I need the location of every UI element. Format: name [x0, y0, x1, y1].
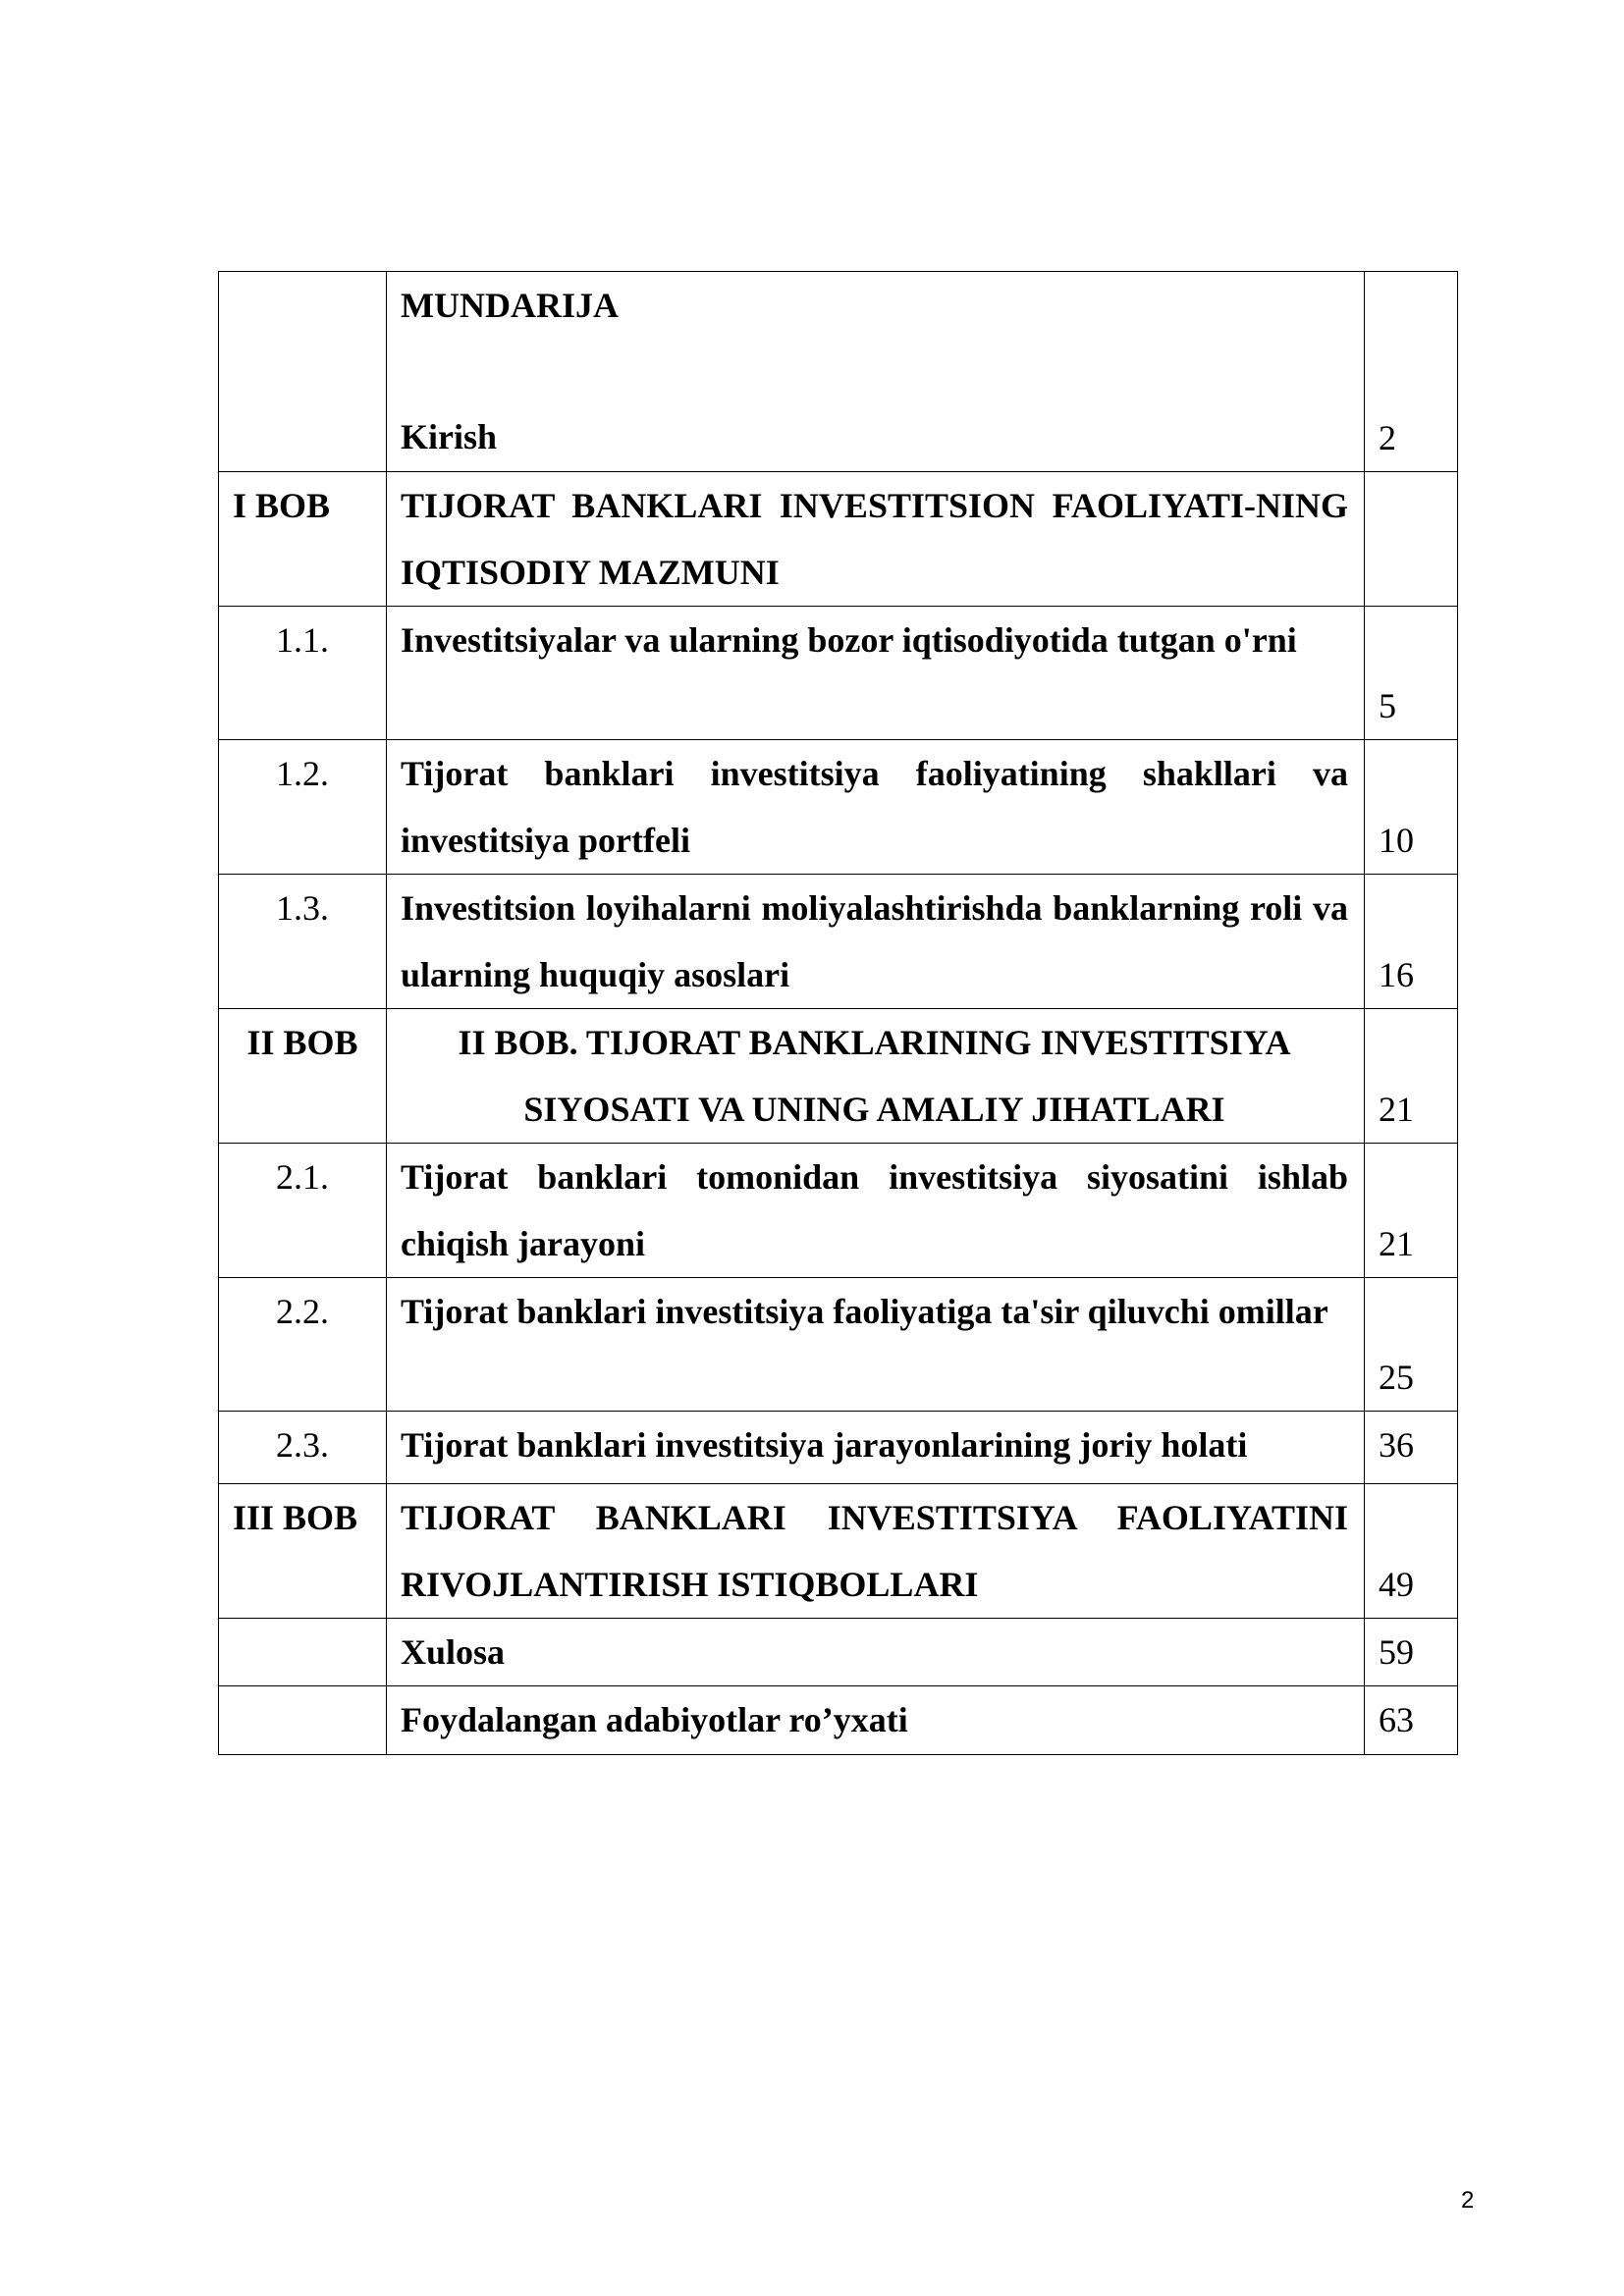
- toc-chapter-number: II BOB: [219, 1009, 387, 1144]
- toc-page-number: 10: [1365, 740, 1458, 875]
- toc-page-number: 2: [1365, 272, 1458, 472]
- toc-row: [219, 1144, 1458, 1278]
- toc-row: [219, 740, 1458, 875]
- toc-row: [219, 472, 1458, 607]
- toc-entry-title[interactable]: Tijorat banklari investitsiya jarayonlarining joriy holati: [387, 1412, 1365, 1484]
- toc-entry-title[interactable]: TIJORAT BANKLARI INVESTITSIYA FAOLIYATINI RIVOJLANTIRISH ISTIQBOLLARI: [387, 1484, 1365, 1619]
- toc-entry-kirish[interactable]: Kirish: [401, 417, 498, 456]
- toc-number-cell: [219, 272, 387, 472]
- toc-entry-title[interactable]: Foydalangan adabiyotlar ro’yxati: [387, 1686, 1365, 1755]
- toc-row: [219, 1686, 1458, 1755]
- page-number: 2: [1461, 2187, 1475, 2214]
- toc-page-number: 5: [1365, 607, 1458, 740]
- toc-section-number: 1.2.: [219, 740, 387, 875]
- toc-header-row: [219, 272, 1458, 472]
- toc-entry-title[interactable]: Tijorat banklari investitsiya faoliyatiga ta'sir qiluvchi omillar: [387, 1278, 1365, 1412]
- toc-entry-title[interactable]: Tijorat banklari investitsiya faoliyatining shakllari va investitsiya portfeli: [387, 740, 1365, 875]
- toc-entry-title[interactable]: TIJORAT BANKLARI INVESTITSION FAOLIYATI-NING IQTISODIY MAZMUNI: [387, 472, 1365, 607]
- toc-section-number: 1.3.: [219, 875, 387, 1009]
- toc-row: [219, 1009, 1458, 1144]
- toc-page-number: 36: [1365, 1412, 1458, 1484]
- toc-page-number: 63: [1365, 1686, 1458, 1755]
- toc-chapter-number: III BOB: [219, 1484, 387, 1619]
- toc-page-number: 25: [1365, 1278, 1458, 1412]
- table-of-contents: [218, 271, 1458, 1755]
- toc-row: [219, 1278, 1458, 1412]
- toc-page-number: 49: [1365, 1484, 1458, 1619]
- toc-entry-title[interactable]: Xulosa: [387, 1619, 1365, 1686]
- toc-entry-title[interactable]: Tijorat banklari tomonidan investitsiya siyosatini ishlab chiqish jarayoni: [387, 1144, 1365, 1278]
- toc-section-number: 1.1.: [219, 607, 387, 740]
- toc-row: [219, 607, 1458, 740]
- toc-entry-title[interactable]: Investitsiyalar va ularning bozor iqtisodiyotida tutgan o'rni: [387, 607, 1365, 740]
- toc-page-number: 59: [1365, 1619, 1458, 1686]
- toc-heading: MUNDARIJA: [401, 286, 619, 325]
- toc-page-number: 21: [1365, 1144, 1458, 1278]
- toc-row: [219, 1412, 1458, 1484]
- toc-row: [219, 1484, 1458, 1619]
- toc-section-number: [219, 1619, 387, 1686]
- toc-section-number: 2.3.: [219, 1412, 387, 1484]
- toc-section-number: 2.1.: [219, 1144, 387, 1278]
- toc-row: [219, 875, 1458, 1009]
- toc-chapter-number: I BOB: [219, 472, 387, 607]
- toc-row: [219, 1619, 1458, 1686]
- toc-section-number: [219, 1686, 387, 1755]
- toc-page-number: 16: [1365, 875, 1458, 1009]
- toc-page-number: 21: [1365, 1009, 1458, 1144]
- toc-entry-title[interactable]: II BOB. TIJORAT BANKLARINING INVESTITSIYA SIYOSATI VA UNING AMALIY JIHATLARI: [387, 1009, 1365, 1144]
- toc-entry-title[interactable]: Investitsion loyihalarni moliyalashtirishda banklarning roli va ularning huquqiy asoslari: [387, 875, 1365, 1009]
- toc-section-number: 2.2.: [219, 1278, 387, 1412]
- toc-title-cell: [387, 272, 1365, 472]
- toc-page-number: [1365, 472, 1458, 607]
